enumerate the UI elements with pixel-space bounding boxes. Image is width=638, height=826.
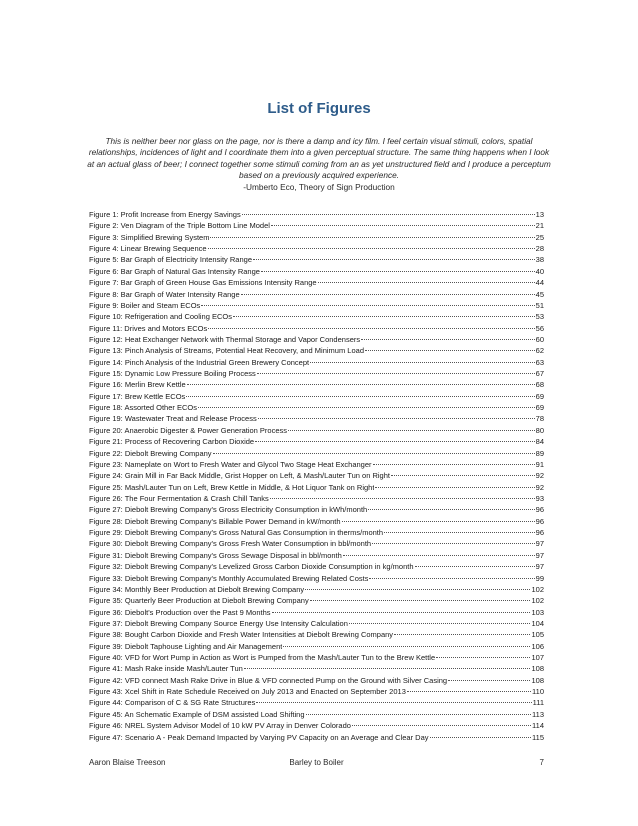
figure-entry[interactable] [89, 391, 544, 402]
figure-entry-label: Figure 35: Quarterly Beer Production at Diebolt Brewing Company [89, 596, 309, 606]
figure-entry-page: 53 [535, 312, 544, 322]
figure-entry-label: Figure 8: Bar Graph of Water Intensity Range [89, 289, 240, 299]
dot-leader [208, 328, 534, 329]
figure-entry[interactable] [89, 345, 544, 356]
dot-leader [258, 418, 535, 419]
figure-entry-label: Figure 45: An Schematic Example of DSM assisted Load Shifting [89, 709, 305, 719]
figure-entry-label: Figure 18: Assorted Other ECOs [89, 403, 197, 413]
figure-entry-label: Figure 29: Diebolt Brewing Company's Gross Natural Gas Consumption in therms/month [89, 528, 384, 538]
figure-entry[interactable] [89, 697, 544, 708]
figure-entry-page: 89 [535, 448, 544, 458]
figure-entry[interactable] [89, 334, 544, 345]
figure-entry-page: 102 [531, 584, 544, 594]
dot-leader [372, 543, 535, 544]
figure-entry-page: 21 [535, 221, 544, 231]
figure-entry[interactable] [89, 618, 544, 629]
figure-entry[interactable] [89, 323, 544, 334]
figure-entry[interactable] [89, 516, 544, 527]
figure-entry-page: 92 [535, 471, 544, 481]
figure-entry[interactable] [89, 504, 544, 515]
figure-entry[interactable] [89, 379, 544, 390]
figure-entry-label: Figure 43: Xcel Shift in Rate Schedule Received on July 2013 and Enacted on September 2013 [89, 687, 406, 697]
figure-entry[interactable] [89, 732, 544, 743]
figure-entry-label: Figure 5: Bar Graph of Electricity Intensity Range [89, 255, 252, 265]
figure-entry-page: 38 [535, 255, 544, 265]
figure-entry-label: Figure 11: Drives and Motors ECOs [89, 323, 208, 333]
figure-entry-page: 105 [531, 630, 544, 640]
dot-leader [361, 339, 535, 340]
figure-entry[interactable] [89, 402, 544, 413]
dot-leader [391, 475, 535, 476]
figure-entry-label: Figure 13: Pinch Analysis of Streams, Potential Heat Recovery, and Minimum Load [89, 346, 364, 356]
figure-entry-page: 80 [535, 425, 544, 435]
dot-leader [271, 225, 535, 226]
figure-entry-label: Figure 23: Nameplate on Wort to Fresh Water and Glycol Two Stage Heat Exchanger [89, 459, 372, 469]
figure-entry[interactable] [89, 538, 544, 549]
figure-entry-page: 106 [531, 641, 544, 651]
figure-entry-page: 92 [535, 482, 544, 492]
figure-entry-label: Figure 16: Merlin Brew Kettle [89, 380, 186, 390]
footer-author: Aaron Blaise Treeson [89, 758, 166, 767]
figure-entry-label: Figure 36: Diebolt's Production over the Past 9 Months [89, 607, 271, 617]
dot-leader [448, 680, 530, 681]
figure-entry[interactable] [89, 277, 544, 288]
figure-entry-label: Figure 15: Dynamic Low Pressure Boiling Process [89, 369, 256, 379]
figure-entry[interactable] [89, 470, 544, 481]
figure-entry-label: Figure 44: Comparison of C & SG Rate Structures [89, 698, 256, 708]
dot-leader [342, 521, 535, 522]
figure-entry[interactable] [89, 561, 544, 572]
dot-leader [255, 441, 535, 442]
figure-entry[interactable] [89, 459, 544, 470]
figure-entry-page: 40 [535, 266, 544, 276]
figure-entry[interactable] [89, 209, 544, 220]
dot-leader [310, 362, 535, 363]
figure-entry-page: 51 [535, 300, 544, 310]
figure-entry-label: Figure 24: Grain Mill in Far Back Middle, Grist Hopper on Left, & Mash/Lauter Tun on Right [89, 471, 390, 481]
figure-entry[interactable] [89, 220, 544, 231]
figure-entry-label: Figure 41: Mash Rake inside Mash/Lauter Tun [89, 664, 243, 674]
figure-entry-page: 63 [535, 357, 544, 367]
figure-entry-page: 111 [532, 698, 544, 708]
dot-leader [201, 305, 534, 306]
dot-leader [242, 214, 535, 215]
figure-entry-label: Figure 38: Bought Carbon Dioxide and Fresh Water Intensities at Diebolt Brewing Company [89, 630, 394, 640]
page-title: List of Figures [267, 100, 371, 117]
figure-entry[interactable] [89, 663, 544, 674]
figure-entry-label: Figure 1: Profit Increase from Energy Savings [89, 210, 241, 219]
figure-entry-label: Figure 4: Linear Brewing Sequence [89, 244, 207, 254]
figure-entry[interactable] [89, 357, 544, 368]
dot-leader [187, 384, 535, 385]
dot-leader [261, 271, 535, 272]
figure-entry-label: Figure 22: Diebolt Brewing Company [89, 448, 212, 458]
figure-entry-page: 45 [535, 289, 544, 299]
figure-entry-label: Figure 20: Anaerobic Digester & Power Generation Process [89, 425, 288, 435]
footer-title: Barley to Boiler [289, 758, 344, 767]
dot-leader [208, 248, 535, 249]
figure-entry[interactable] [89, 629, 544, 640]
dot-leader [253, 259, 535, 260]
figure-entry[interactable] [89, 300, 544, 311]
dot-leader [369, 578, 534, 579]
figure-entry[interactable] [89, 448, 544, 459]
figure-entry-label: Figure 9: Boiler and Steam ECOs [89, 300, 201, 310]
figure-entry[interactable] [89, 436, 544, 447]
figure-entry-label: Figure 46: NREL System Advisor Model of 10 kW PV Array in Denver Colorado [89, 721, 351, 731]
figure-entry[interactable] [89, 686, 544, 697]
dot-leader [272, 612, 531, 613]
dot-leader [306, 714, 532, 715]
figure-entry-label: Figure 25: Mash/Lauter Tun on Left, Brew Kettle in Middle, & Hot Liquor Tank on Right [89, 482, 375, 492]
figure-entry-page: 44 [535, 278, 544, 288]
figure-entry-label: Figure 37: Diebolt Brewing Company Source Energy Use Intensity Calculation [89, 618, 348, 628]
figure-entry-label: Figure 7: Bar Graph of Green House Gas Emissions Intensity Range [89, 278, 317, 288]
figure-entry[interactable] [89, 482, 544, 493]
figure-entry[interactable] [89, 652, 544, 663]
figure-entry[interactable] [89, 289, 544, 300]
dot-leader [394, 634, 530, 635]
dot-leader [407, 691, 531, 692]
dot-leader [415, 566, 535, 567]
dot-leader [213, 453, 535, 454]
figure-entry-label: Figure 14: Pinch Analysis of the Industrial Green Brewery Concept [89, 357, 310, 367]
dot-leader [210, 237, 534, 238]
dot-leader [436, 657, 530, 658]
figure-entry-label: Figure 28: Diebolt Brewing Company's Billable Power Demand in kW/month [89, 516, 341, 526]
dot-leader [365, 350, 535, 351]
figure-entry-label: Figure 33: Diebolt Brewing Company's Monthly Accumulated Brewing Related Costs [89, 573, 369, 583]
figure-entry-page: 69 [535, 391, 544, 401]
figure-entry-page: 113 [532, 709, 544, 719]
dot-leader [305, 589, 530, 590]
dot-leader [373, 464, 535, 465]
figure-entry-label: Figure 34: Monthly Beer Production at Diebolt Brewing Company [89, 584, 305, 594]
figure-entry-label: Figure 47: Scenario A - Peak Demand Impacted by Varying PV Capacity on an Average and Clear Day [89, 732, 429, 742]
figure-entry-page: 13 [535, 210, 544, 219]
figure-entry-page: 97 [535, 550, 544, 560]
dot-leader [186, 396, 534, 397]
dot-leader [368, 509, 534, 510]
figure-entry[interactable] [89, 527, 544, 538]
list-of-figures [89, 209, 544, 743]
figure-entry-page: 96 [535, 528, 544, 538]
dot-leader [283, 646, 530, 647]
figure-entry-label: Figure 2: Ven Diagram of the Triple Bottom Line Model [89, 221, 270, 231]
dot-leader [198, 407, 535, 408]
epigraph-quote: This is neither beer nor glass on the page, nor is there a damp and icy film. I feel certain visual stimuli, colors, spatial relationships, incidences of light and I coordinate them into a given perceptual structure. The same thing happens when I look at an actual glass of beer; I connect together some stimuli coming from an as yet unstructured field and I produce a perceptum based on a previously acquired experience. [87, 136, 551, 181]
figure-entry-label: Figure 39: Diebolt Taphouse Lighting and Air Management [89, 641, 283, 651]
figure-entry[interactable] [89, 266, 544, 277]
figure-entry[interactable] [89, 607, 544, 618]
figure-entry-label: Figure 26: The Four Fermentation & Crash Chill Tanks [89, 493, 269, 503]
figure-entry-page: 84 [535, 437, 544, 447]
figure-entry[interactable] [89, 425, 544, 436]
figure-entry-page: 115 [532, 732, 544, 742]
figure-entry-label: Figure 10: Refrigeration and Cooling ECOs [89, 312, 232, 322]
figure-entry-label: Figure 30: Diebolt Brewing Company's Gross Fresh Water Consumption in bbl/month [89, 539, 372, 549]
figure-entry-page: 60 [535, 334, 544, 344]
figure-entry-page: 104 [531, 618, 544, 628]
figure-entry-page: 107 [531, 653, 544, 663]
figure-entry[interactable] [89, 550, 544, 561]
figure-entry[interactable] [89, 243, 544, 254]
figure-entry-page: 25 [535, 232, 544, 242]
figure-entry-label: Figure 3: Simplified Brewing System [89, 232, 210, 242]
dot-leader [270, 498, 535, 499]
figure-entry-page: 67 [535, 369, 544, 379]
dot-leader [343, 555, 535, 556]
dot-leader [257, 373, 535, 374]
figure-entry[interactable] [89, 413, 544, 424]
dot-leader [349, 623, 531, 624]
dot-leader [430, 737, 532, 738]
figure-entry-label: Figure 6: Bar Graph of Natural Gas Intensity Range [89, 266, 260, 276]
figure-entry-label: Figure 32: Diebolt Brewing Company's Levelized Gross Carbon Dioxide Consumption in kg/month [89, 562, 414, 572]
figure-entry-page: 114 [532, 721, 544, 731]
figure-entry-page: 99 [535, 573, 544, 583]
figure-entry-page: 108 [531, 664, 544, 674]
figure-entry-page: 102 [531, 596, 544, 606]
figure-entry-page: 97 [535, 539, 544, 549]
figure-entry-page: 110 [532, 687, 544, 697]
dot-leader [310, 600, 531, 601]
footer-page-number: 7 [539, 758, 544, 767]
figure-entry-label: Figure 19: Wastewater Treat and Release Process [89, 414, 257, 424]
figure-entry-page: 97 [535, 562, 544, 572]
figure-entry-page: 96 [535, 516, 544, 526]
dot-leader [244, 668, 531, 669]
epigraph-attribution: -Umberto Eco, Theory of Sign Production [243, 182, 395, 192]
dot-leader [288, 430, 535, 431]
figure-entry-label: Figure 12: Heat Exchanger Network with Thermal Storage and Vapor Condensers [89, 334, 361, 344]
page-footer [89, 758, 544, 770]
figure-entry-page: 96 [535, 505, 544, 515]
figure-entry-page: 68 [535, 380, 544, 390]
figure-entry-page: 103 [531, 607, 544, 617]
figure-entry-page: 108 [531, 675, 544, 685]
figure-entry-page: 28 [535, 244, 544, 254]
figure-entry[interactable] [89, 232, 544, 243]
figure-entry-page: 93 [535, 493, 544, 503]
figure-entry[interactable] [89, 720, 544, 731]
dot-leader [352, 725, 531, 726]
figure-entry[interactable] [89, 311, 544, 322]
figure-entry[interactable] [89, 584, 544, 595]
figure-entry[interactable] [89, 368, 544, 379]
figure-entry[interactable] [89, 709, 544, 720]
figure-entry-page: 78 [535, 414, 544, 424]
figure-entry-label: Figure 40: VFD for Wort Pump in Action as Wort is Pumped from the Mash/Lauter Tun to the Brew Kettle [89, 653, 436, 663]
figure-entry[interactable] [89, 675, 544, 686]
dot-leader [318, 282, 535, 283]
dot-leader [233, 316, 535, 317]
figure-entry-page: 91 [535, 459, 544, 469]
figure-entry[interactable] [89, 573, 544, 584]
figure-entry-page: 56 [535, 323, 544, 333]
figure-entry-label: Figure 21: Process of Recovering Carbon Dioxide [89, 437, 255, 447]
dot-leader [256, 702, 531, 703]
dot-leader [384, 532, 535, 533]
figure-entry[interactable] [89, 493, 544, 504]
figure-entry-label: Figure 17: Brew Kettle ECOs [89, 391, 186, 401]
dot-leader [241, 294, 535, 295]
figure-entry-label: Figure 42: VFD connect Mash Rake Drive in Blue & VFD connected Pump on the Ground with Silver Casing [89, 675, 448, 685]
dot-leader [375, 487, 534, 488]
figure-entry-page: 62 [535, 346, 544, 356]
figure-entry-label: Figure 31: Diebolt Brewing Company's Gross Sewage Disposal in bbl/month [89, 550, 342, 560]
figure-entry[interactable] [89, 254, 544, 265]
figure-entry[interactable] [89, 641, 544, 652]
figure-entry[interactable] [89, 595, 544, 606]
figure-entry-label: Figure 27: Diebolt Brewing Company's Gross Electricity Consumption in kWh/month [89, 505, 368, 515]
figure-entry-page: 69 [535, 403, 544, 413]
